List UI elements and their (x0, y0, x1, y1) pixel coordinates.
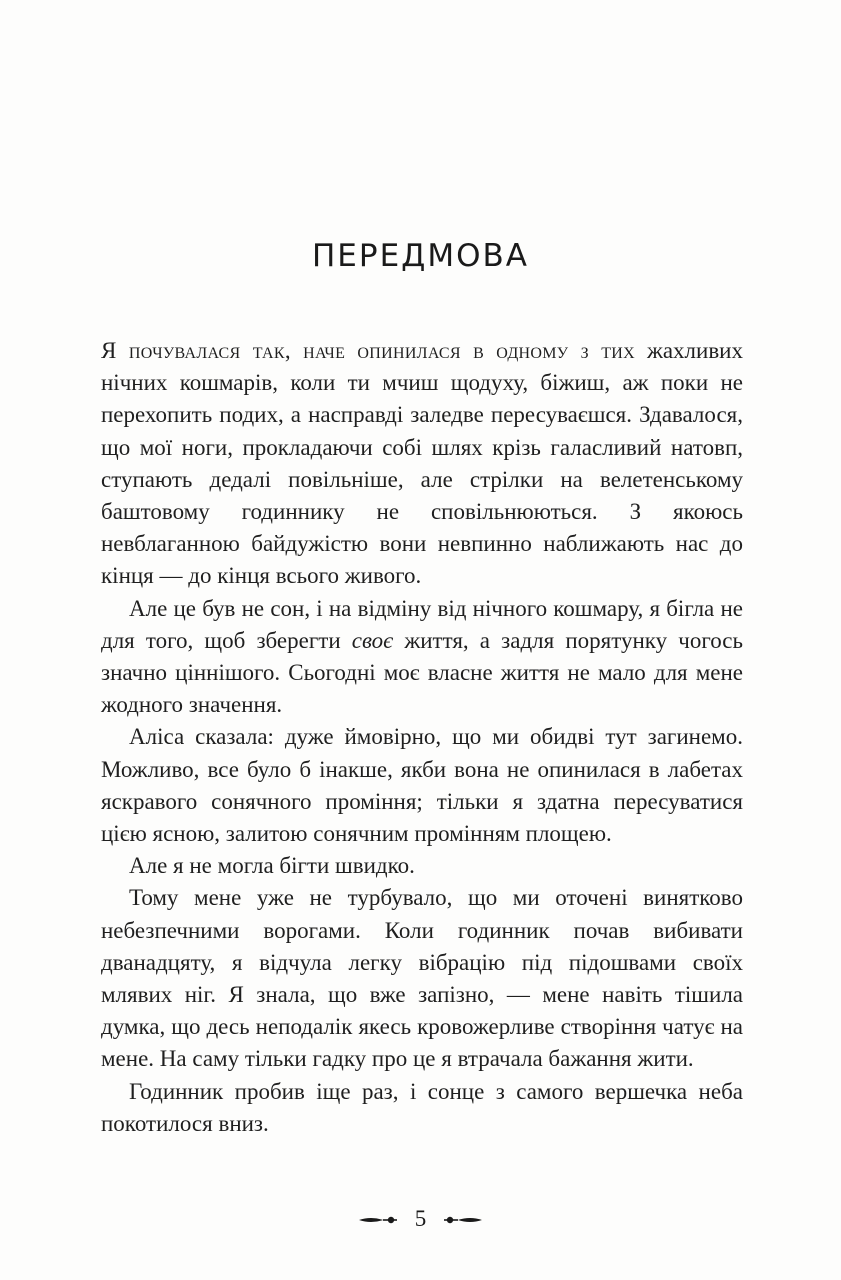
paragraph: Тому мене уже не турбувало, що ми оточені винятково небезпечними ворогами. Коли годинник почав вибивати дванадцяту, я відчула легку вібрацію під підошвами своїх млявих ніг. Я знала, що вже запізно, — мене навіть тішила думка, що десь неподалік якесь кровожерливе створіння чатує на мене. На саму тільки гадку про це я втрачала бажання жити. (101, 885, 743, 1072)
paragraph (101, 593, 743, 722)
page-number-footer (0, 1204, 841, 1232)
paragraph-text: життя, а задля порятунку чогось значно ціннішого. Сьогодні моє власне життя не мало для мене жодного значення. (101, 627, 743, 718)
paragraph-text: Але це був не сон, і на відміну від нічного кошмару, я бігла не для того, щоб зберегти (101, 595, 743, 653)
page-number: 5 (414, 1205, 427, 1231)
body-text (101, 335, 743, 1140)
italic-word: своє (351, 627, 394, 653)
paragraph (101, 335, 743, 593)
chapter-title: ПЕРЕДМОВА (311, 238, 530, 274)
paragraph-lead-small-caps: Я почувалася так, наче опинилася в одному з тих (101, 338, 635, 363)
right-ornament-icon (440, 1206, 484, 1232)
paragraph: Але я не могла бігти швидко. (129, 853, 415, 879)
paragraph: Годинник пробив іще раз, і сонце з самого вершечка неба покотилося вниз. (101, 1078, 743, 1136)
left-ornament-icon (357, 1206, 401, 1232)
paragraph: Аліса сказала: дуже ймовірно, що ми обидві тут загинемо. Можливо, все було б інакше, якби вона не опинилася в лабетах яскравого сонячного проміння; тільки я здатна пересуватися цією ясною, залитою сонячним промінням площею. (101, 724, 743, 847)
paragraph-text: жахливих нічних кошмарів, коли ти мчиш щодуху, біжиш, аж поки не перехопить подих, а насправді заледве пересуваєшся. Здавалося, що мої ноги, прокладаючи собі шлях крізь галасливий натовп, ступають дедалі повільніше, але стрілки на велетенському баштовому годиннику не сповільнюються. З якоюсь невблаганною байдужістю вони невпинно наближають нас до кінця — до кінця всього живого. (101, 338, 743, 589)
